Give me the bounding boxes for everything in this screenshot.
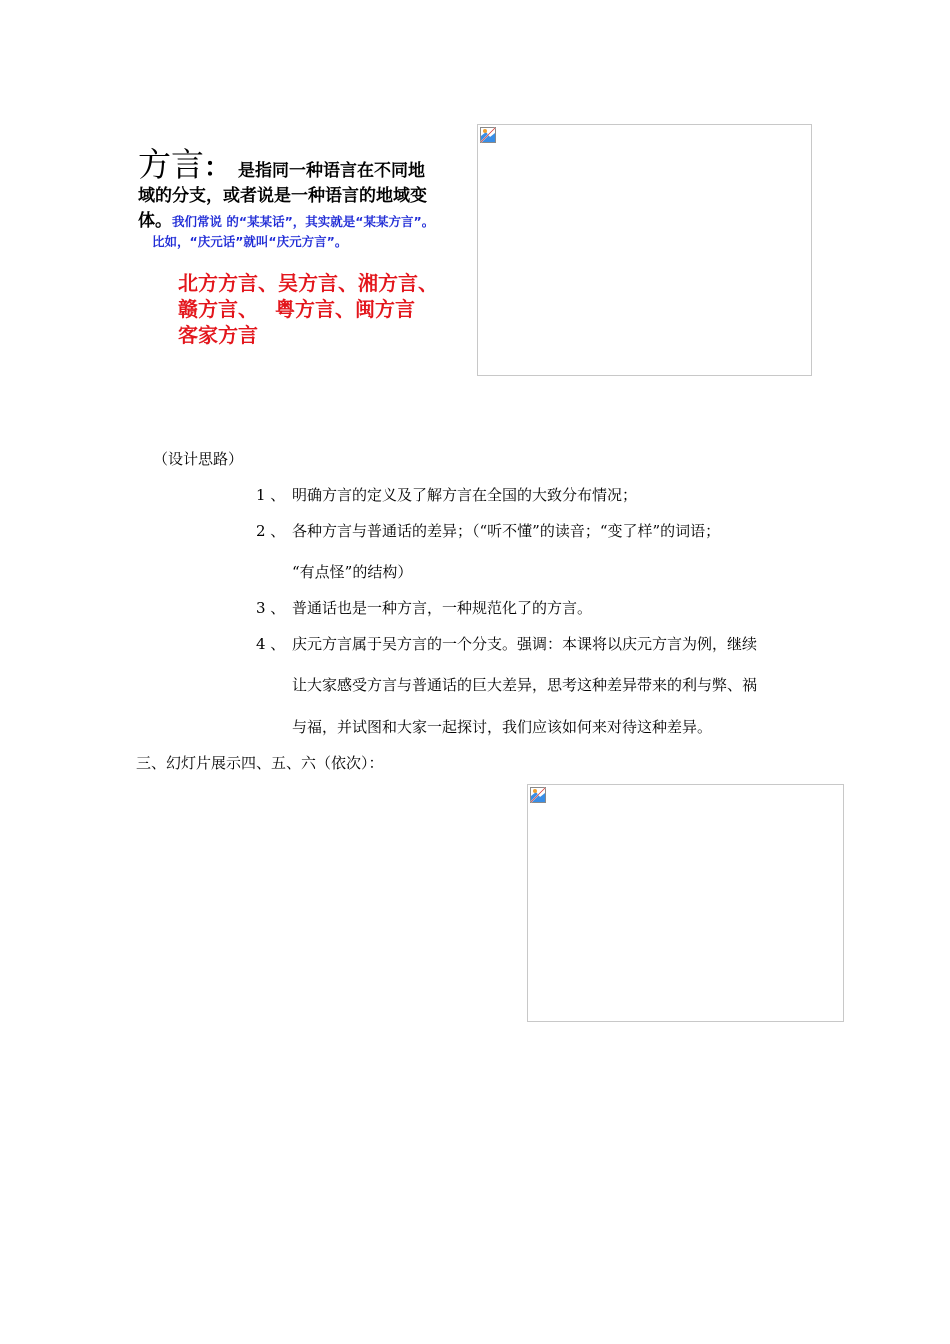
broken-image-icon [480,127,496,143]
term-colon: ： [204,153,231,183]
definition-line-1 [138,146,468,184]
dialect-line-1: 北方方言、吴方言、湘方言、 [178,271,438,295]
dialect-list [178,270,468,348]
term-fangyan: 方言 [138,145,204,184]
section-three-heading: 三、幻灯片展示四、五、六（依次）： [136,754,384,772]
point-1 [256,484,637,505]
point-4 [256,633,757,654]
definition-part-c: 体。 [138,211,172,231]
note-line-1: 我们常说 的“某某话”，其实就是“某某方言”。 [172,214,435,229]
note-line-2: 比如，“庆元话”就叫“庆元方言”。 [152,234,348,249]
point-2 [256,520,720,541]
broken-image-placeholder-1 [477,124,812,376]
slide-definition-block [138,145,468,347]
point-2-number: 2 、 [256,522,286,540]
definition-part-a: 是指同一种语言在不同地 [238,161,426,181]
definition-line-2: 域的分支，或者说是一种语言的地域变 [138,186,427,206]
point-4-number: 4 、 [256,635,286,653]
point-4-text-line-3: 与福，并试图和大家一起探讨，我们应该如何来对待这种差异。 [292,718,713,736]
point-3-text: 普通话也是一种方言，一种规范化了的方言。 [292,599,593,617]
point-2-text-line-2: “有点怪”的结构） [292,563,413,581]
broken-image-placeholder-2 [527,784,844,1022]
dialect-line-3: 客家方言 [178,323,258,347]
point-4-text-line-1: 庆元方言属于吴方言的一个分支。强调：本课将以庆元方言为例，继续 [292,635,758,653]
broken-image-icon [530,787,546,803]
design-heading: （设计思路） [153,450,244,468]
dialect-line-2: 赣方言、 粤方言、闽方言 [178,297,415,321]
point-1-number: 1 、 [256,486,286,504]
point-4-text-line-2: 让大家感受方言与普通话的巨大差异，思考这种差异带来的利与弊、祸 [292,676,758,694]
point-2-text-line-1: 各种方言与普通话的差异；（“听不懂”的读音；“变了样”的词语； [292,522,721,540]
point-1-text: 明确方言的定义及了解方言在全国的大致分布情况； [292,486,638,504]
point-3 [256,597,592,618]
point-3-number: 3 、 [256,599,286,617]
definition-line-3 [138,209,468,234]
